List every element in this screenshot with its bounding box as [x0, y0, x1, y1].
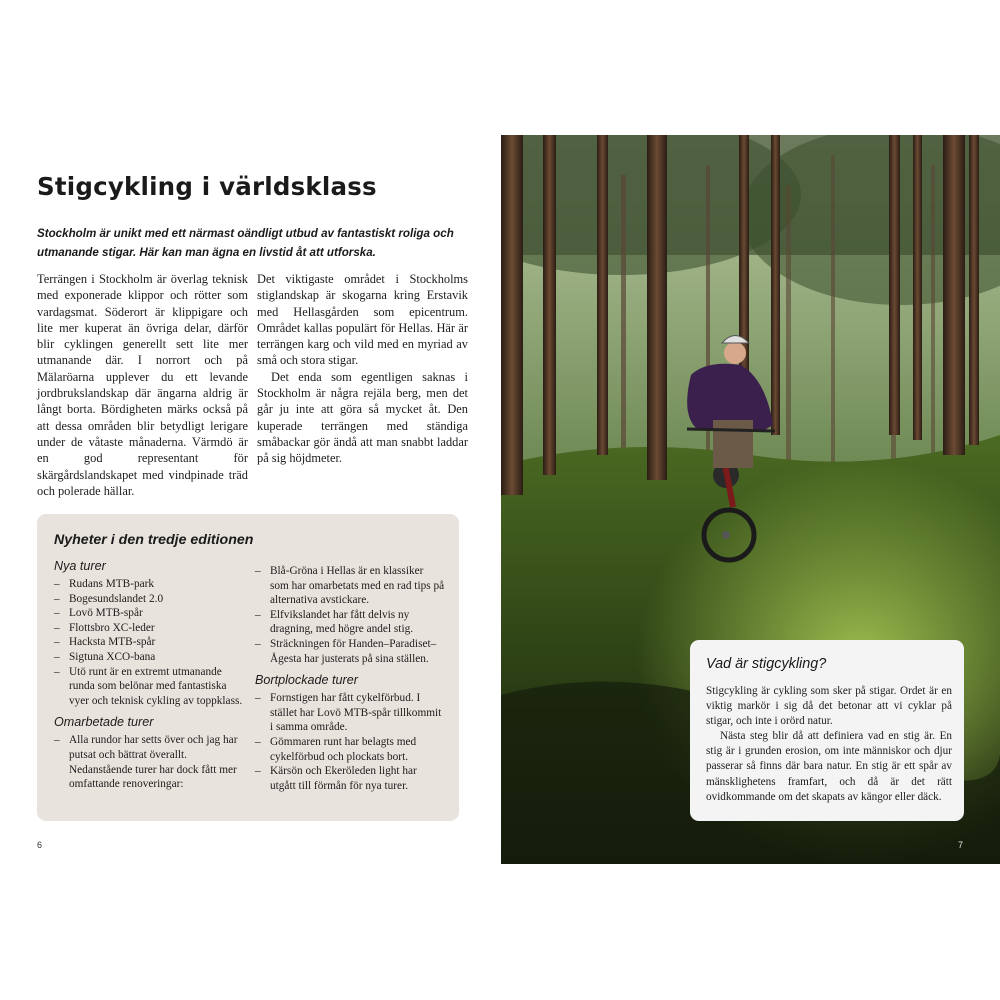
list-item: – Alla rundor har setts över och jag har putsat och bättrat överallt. Nedanstående turer har dock fått mer omfattande renoveringar: [54, 733, 244, 791]
list-item: – Fornstigen har fått cykelförbud. I stället har Lovö MTB-spår tillkommit i samma område. [255, 691, 445, 735]
list-item: – Lovö MTB-spår [54, 606, 244, 621]
body-paragraph: Stigcykling är cykling som sker på stigar. Ordet är en viktig markör i sig då det betonar att vi cyklar på stigar, och inte i orörd natur. [706, 685, 952, 728]
removed-routes-heading: Bortplockade turer [255, 673, 358, 688]
new-routes-list [54, 577, 244, 708]
body-paragraph: Det viktigaste området i Stockholms stiglandskap är skogarna kring Erstavik med Hellasgården som epicentrum. Området kallas populärt för Hellas. Här är terrängen karg och vild med en myriad av små och stora stigar. [257, 272, 468, 368]
list-item: – Elfvikslandet har fått delvis ny dragning, med högre andel stig. [255, 608, 445, 637]
page-number-right: 7 [958, 840, 964, 850]
news-box-title: Nyheter i den tredje editionen [54, 532, 254, 548]
text-column-1 [37, 271, 248, 499]
list-item: – Flottsbro XC-leder [54, 621, 244, 636]
lead-paragraph: Stockholm är unikt med ett närmast oändligt utbud av fantastiskt roliga och utmanande stigar. Här kan man ägna en livstid åt att utforska. [37, 227, 454, 259]
reworked-routes-list [54, 733, 244, 791]
info-box-text [706, 684, 952, 805]
info-box-title: Vad är stigcykling? [706, 656, 827, 672]
removed-routes-list [255, 691, 445, 793]
reworked-routes-heading: Omarbetade turer [54, 715, 154, 730]
reworked-routes-list-cont [255, 564, 445, 666]
news-column-1 [54, 558, 244, 798]
list-item: – Rudans MTB-park [54, 577, 244, 592]
list-item: – Sträckningen för Handen–Paradiset–Ågesta har justerats på sina ställen. [255, 637, 445, 666]
list-item: – Sigtuna XCO-bana [54, 650, 244, 665]
list-item: – Hacksta MTB-spår [54, 635, 244, 650]
body-paragraph: Terrängen i Stockholm är överlag teknisk med exponerade klippor och rötter som vardagsmat. Söderort är klippigare och lite mer kuperat än övriga delar, därför blir cyklingen generellt sett lite mer utmanande där. I norrort och på Mälaröarna upplever du ett levande jordbrukslandskap där ängarna aldrig är långt borta. Bördigheten märks också på att dessa områden blir betydligt lerigare under de våtaste månaderna. Värmdö är en god representant för skärgårdslandskapet med vindpinade träd och polerade hällar. [37, 272, 248, 498]
new-routes-heading: Nya turer [54, 559, 106, 573]
page-number-left: 6 [37, 840, 43, 850]
body-paragraph: Nästa steg blir då att definiera vad en stig är. En stig är i grunden erosion, om inte människor och djur passerar så finns där bara natur. En stig är ett spår av mänsklighetens framfart, och då är det rätt ovidkommande om det skapats av kängor eller däck. [706, 730, 952, 803]
list-item: – Blå-Gröna i Hellas är en klassiker som har omarbetats med en rad tips på alternativa avstickare. [255, 564, 445, 608]
list-item: – Bogesundslandet 2.0 [54, 592, 244, 607]
text-column-2 [257, 271, 468, 467]
info-box [690, 640, 964, 821]
list-item: – Utö runt är en extremt utmanande runda som belönar med fantastiska vyer och teknisk cykling av toppklass. [54, 665, 244, 709]
news-column-2 [255, 564, 445, 799]
body-paragraph: Det enda som egentligen saknas i Stockholm är några rejäla berg, men det går ju inte att göra så mycket åt. Den kuperade terrängen med ständiga småbackar gör ändå att man snabbt laddar på sig höjdmeter. [257, 369, 468, 466]
list-item: – Gömmaren runt har belagts med cykelförbud och plockats bort. [255, 735, 445, 764]
page-title: Stigcykling i världsklass [37, 172, 377, 201]
list-item: – Kärsön och Ekeröleden light har utgått till förmån för nya turer. [255, 764, 445, 793]
news-box [37, 514, 459, 821]
